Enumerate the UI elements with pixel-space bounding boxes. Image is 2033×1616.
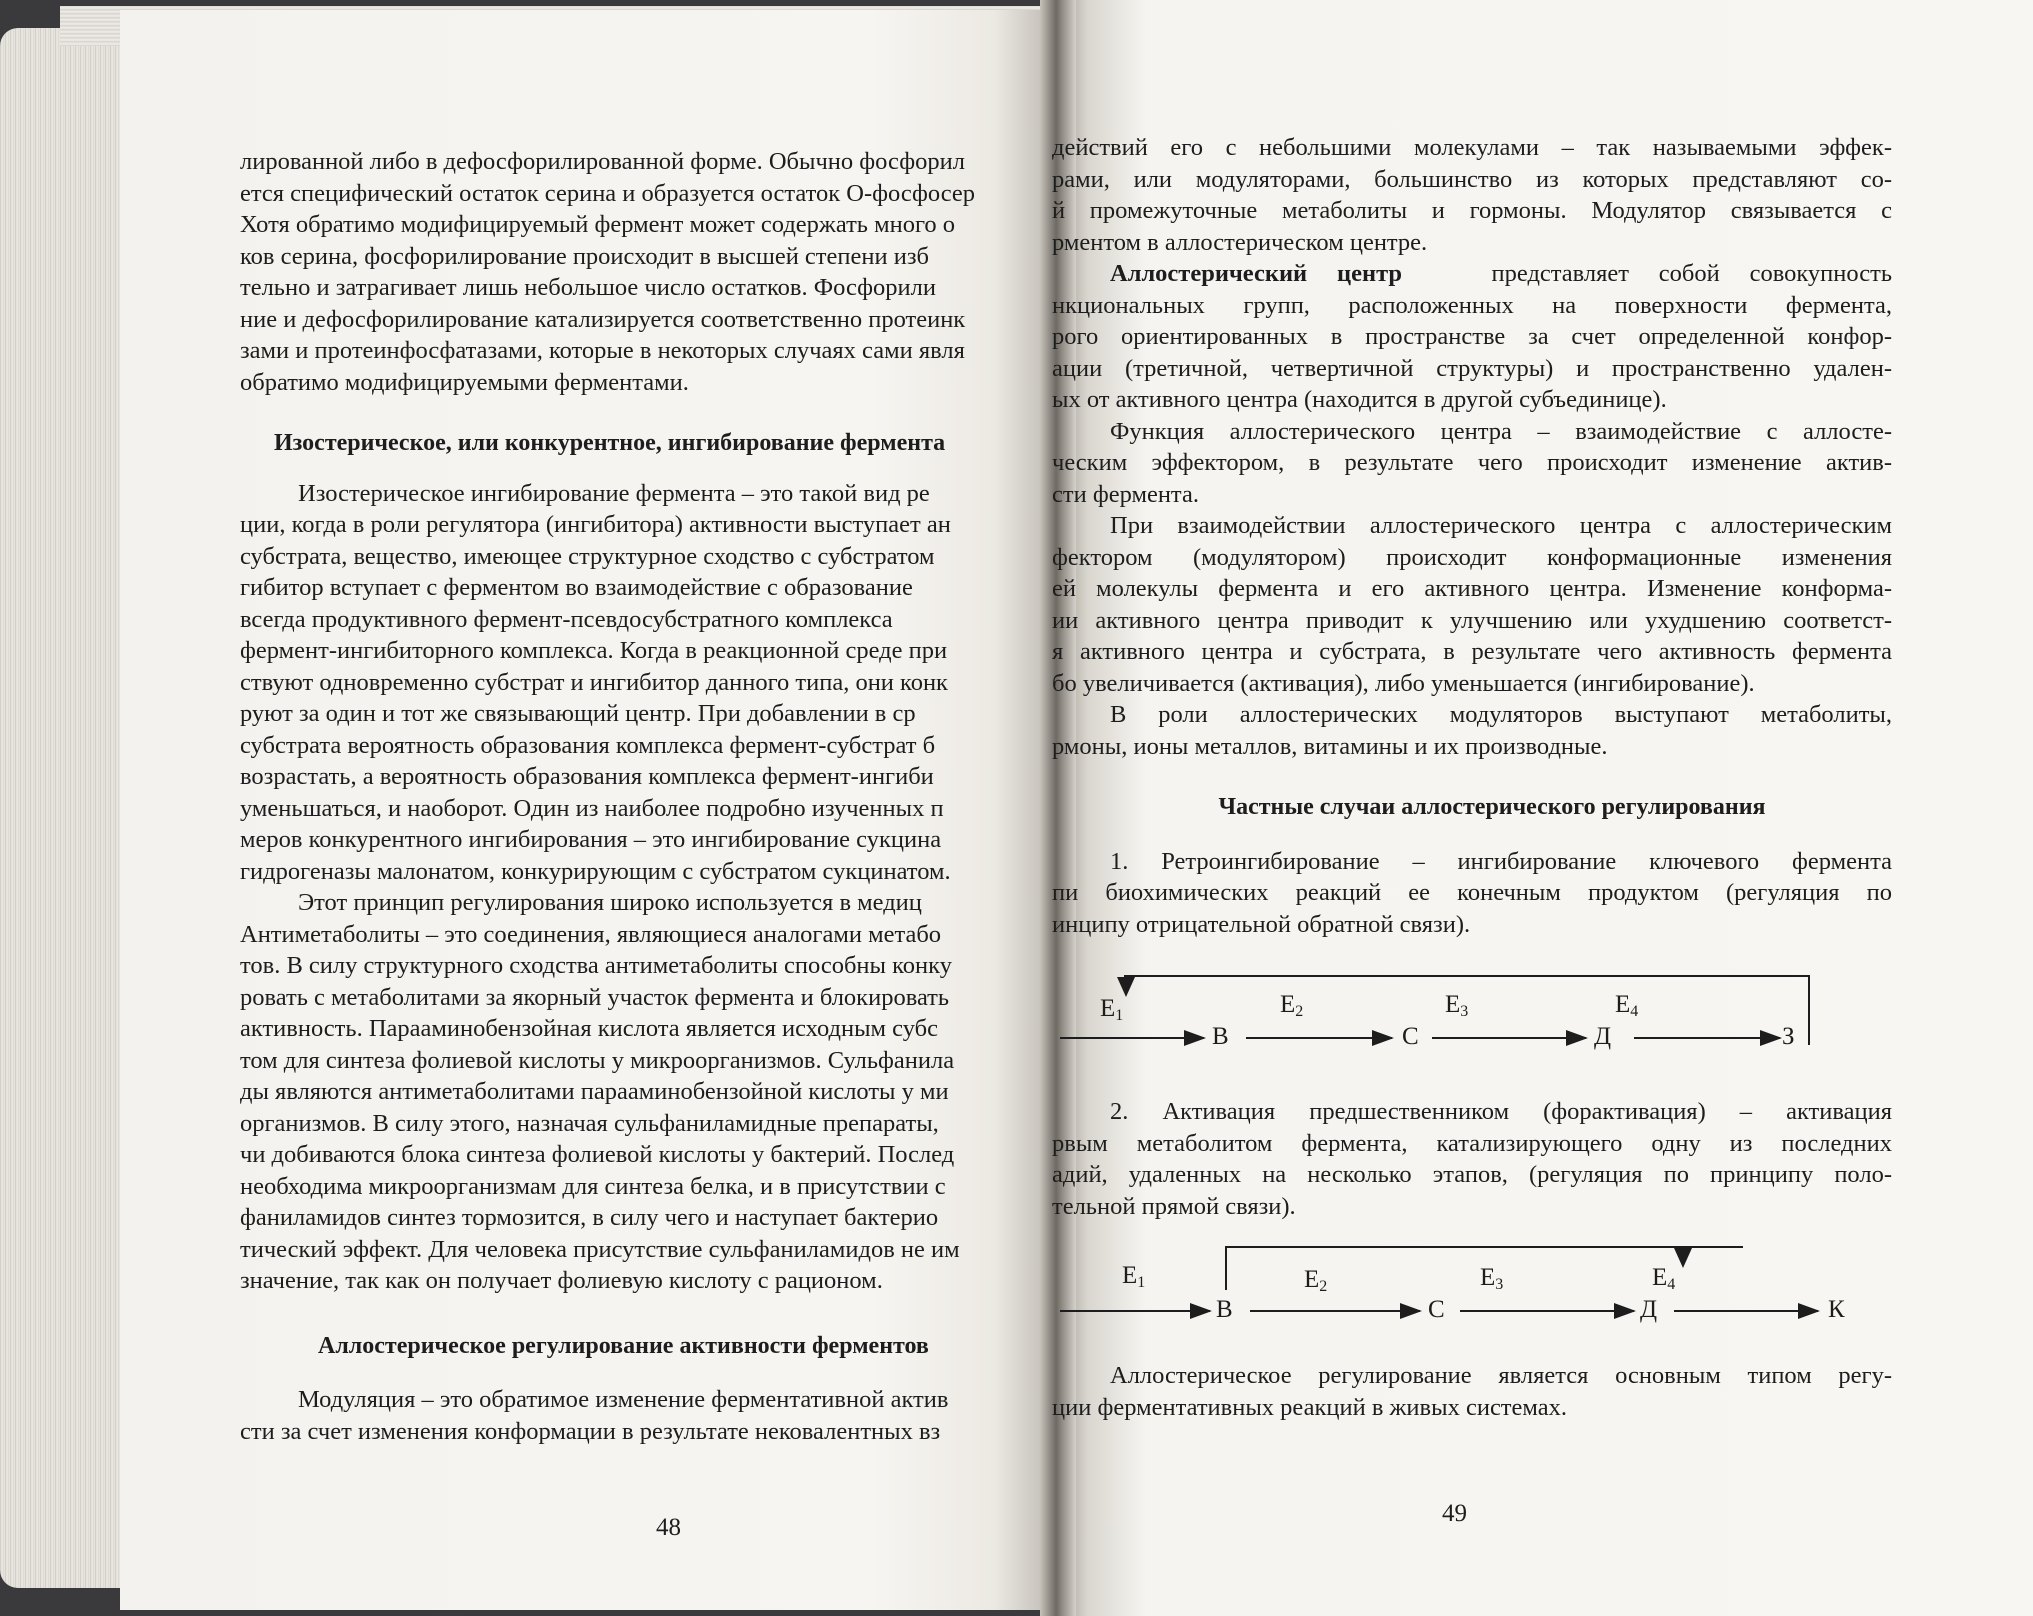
text-line: гибитор вступает с ферментом во взаимодействие с образование <box>240 574 913 601</box>
text-line: Этот принцип регулирования широко используется в медиц <box>298 889 922 916</box>
page-number-right: 49 <box>1442 1500 1467 1527</box>
left-para-3 <box>240 887 1048 1297</box>
text-line: чи добиваются блока синтеза фолиевой кислоты у бактерий. Послед <box>240 1141 955 1168</box>
text-line: адий, удаленных на несколько этапов, (регуляция по принципу поло- <box>1052 1161 1892 1188</box>
left-para-4 <box>240 1384 1048 1447</box>
text-line: ых от активного центра (находится в другой субъединице). <box>1052 386 1667 413</box>
text-line: том для синтеза фолиевой кислоты у микроорганизмов. Сульфанила <box>240 1046 955 1074</box>
diagram-retroinhibition <box>1060 975 1795 1065</box>
text-line: ей молекулы фермента и его активного центра. Изменение конформа- <box>1052 575 1892 602</box>
text-line: бо увеличивается (активация), либо уменьшается (ингибирование). <box>1052 669 1755 697</box>
metabolite-c: С <box>1428 1296 1445 1323</box>
section-heading-special-cases: Частные случаи аллостерического регулирования <box>1218 794 1766 820</box>
text-line: субстрата, вещество, имеющее структурное сходство с субстратом <box>240 542 935 570</box>
text-line: ние и дефосфорилирование катализируется соответственно протеинк <box>240 305 966 333</box>
text-line: рами, или модуляторами, большинство из которых представляют со- <box>1052 165 1892 193</box>
text-line: гидрогеназы малонатом, конкурирующим с субстратом сукцинатом. <box>240 857 951 885</box>
text-line: нкциональных групп, расположенных на поверхности фермента, <box>1052 291 1892 319</box>
text-line: ствуют одновременно субстрат и ингибитор данного типа, они конк <box>240 668 948 696</box>
text-line: меров конкурентного ингибирования – это ингибирование сукцина <box>240 826 942 853</box>
text-line: Функция аллостерического центра – взаимодействие с аллосте- <box>1110 417 1892 445</box>
enzyme-label-e3: $E_3$ <box>1480 1264 1504 1293</box>
reaction-arrow <box>1060 1037 1204 1039</box>
metabolite-b: В <box>1212 1023 1229 1050</box>
reaction-arrow <box>1634 1037 1780 1039</box>
right-final-para <box>1052 1360 1892 1423</box>
left-page-text <box>240 146 1048 1447</box>
enzyme-label-e2: $E_2$ <box>1280 991 1304 1020</box>
text-line: я активного центра и субстрата, в результате чего активность фермента <box>1052 638 1892 665</box>
activation-line-left <box>1225 1246 1227 1290</box>
enzyme-label-e3: $E_3$ <box>1445 991 1469 1020</box>
text-line: обратимо модифицируемыми ферментами. <box>240 368 689 396</box>
text-line: рментом в аллостерическом центре. <box>1052 228 1428 256</box>
enzyme-label-e1: $E_1$ <box>1100 995 1124 1024</box>
text-line: й промежуточные метаболиты и гормоны. Модулятор связывается с <box>1052 197 1892 224</box>
book-page-edges <box>0 28 130 1588</box>
text-line: Аллостерическое регулирование является основным типом регу- <box>1110 1362 1892 1389</box>
text-line: пи биохимических реакций ее конечным продуктом (регуляция по <box>1052 879 1892 906</box>
right-para-3 <box>1052 416 1892 511</box>
text-line: уменьшаться, и наоборот. Один из наиболее подробно изученных п <box>240 794 944 822</box>
text-line: фектором (модулятором) происходит конформационные изменения <box>1052 543 1892 571</box>
text-line: лированной либо в дефосфорилированной форме. Обычно фосфорил <box>240 148 965 175</box>
text-line <box>1052 258 1892 290</box>
text-line: тельной прямой связи). <box>1052 1192 1296 1220</box>
text-line: значение, так как он получает фолиевую кислоту с рационом. <box>240 1267 883 1294</box>
text-line: сти фермента. <box>1052 480 1199 508</box>
text-line: фермент-ингибиторного комплекса. Когда в реакционной среде при <box>240 637 948 664</box>
text-line: Антиметаболиты – это соединения, являющиеся аналогами метабо <box>240 920 942 948</box>
reaction-arrow <box>1674 1310 1818 1312</box>
metabolite-d: Д <box>1640 1296 1658 1323</box>
text-line: ческим эффектором, в результате чего происходит изменение актив- <box>1052 449 1892 476</box>
text-line: ции, когда в роли регулятора (ингибитора) активности выступает ан <box>240 511 951 538</box>
text-line: ков серина, фосфорилирование происходит в высшей степени изб <box>240 242 929 270</box>
metabolite-d: Д <box>1594 1023 1612 1050</box>
diagram-feedforward-activation <box>1060 1244 1780 1334</box>
text-line: рмоны, ионы металлов, витамины и их производные. <box>1052 732 1608 760</box>
text-line: ровать с метаболитами за якорный участок фермента и блокировать <box>240 983 950 1011</box>
metabolite-c: С <box>1402 1023 1419 1050</box>
text-line: действий его с небольшими молекулами – так называемыми эффек- <box>1052 134 1892 161</box>
inhibition-marker-icon <box>1117 977 1135 997</box>
text-line: субстрата вероятность образования комплекса фермент-субстрат б <box>240 731 936 759</box>
right-page-text <box>1052 132 1892 940</box>
text-line: фаниламидов синтез тормозится, в силу чего и наступает бактерио <box>240 1204 939 1231</box>
text-line: 2. Активация предшественником (форактивация) – активация <box>1110 1098 1892 1125</box>
section-heading-allosteric: Аллостерическое регулирование активности ферментов <box>318 1332 929 1359</box>
enzyme-label-e4: $E_4$ <box>1615 991 1639 1020</box>
text-line: организмов. В силу этого, назначая сульфаниламидные препараты, <box>240 1109 939 1137</box>
text-line: ется специфический остаток серина и образуется остаток О-фосфосер <box>240 179 976 207</box>
right-para-5 <box>1052 699 1892 762</box>
text-line: ды являются антиметаболитами парааминобензойной кислоты у ми <box>240 1078 949 1105</box>
term-allosteric-center: Аллостерический центр <box>1110 260 1403 287</box>
text-line: тов. В силу структурного сходства антиметаболиты способны конку <box>240 952 952 979</box>
enzyme-label-e1: $E_1$ <box>1122 1262 1146 1291</box>
feedback-line-right <box>1808 975 1810 1045</box>
activation-line-top <box>1225 1246 1743 1248</box>
text-line: ации (третичной, четвертичной структуры) и пространственно удален- <box>1052 354 1892 382</box>
text-line: инципу отрицательной обратной связи). <box>1052 910 1471 938</box>
text-line: возрастать, а вероятность образования комплекса фермент-ингиби <box>240 763 934 790</box>
enzyme-label-e4: $E_4$ <box>1652 1264 1676 1293</box>
page-number-left: 48 <box>656 1514 681 1541</box>
section-heading-isosteric: Изостерическое, или конкурентное, ингибирование фермента <box>274 430 946 456</box>
text-line: В роли аллостерических модуляторов выступают метаболиты, <box>1110 701 1892 728</box>
text-line: 1. Ретроингибирование – ингибирование ключевого фермента <box>1110 847 1892 875</box>
right-para-1 <box>1052 132 1892 258</box>
right-para-4 <box>1052 510 1892 699</box>
right-item-2 <box>1052 1096 1892 1222</box>
reaction-arrow <box>1246 1037 1392 1039</box>
text-line: руют за один и тот же связывающий центр. При добавлении в ср <box>240 700 916 727</box>
right-item-1 <box>1052 846 1892 941</box>
right-para-2 <box>1052 258 1892 416</box>
reaction-arrow <box>1460 1310 1634 1312</box>
text-line: зами и протеинфосфатазами, которые в некоторых случаях сами явля <box>240 337 965 364</box>
text-line: необходима микроорганизмам для синтеза белка, и в присутствии с <box>240 1172 946 1200</box>
left-para-2 <box>240 478 1048 888</box>
reaction-arrow <box>1432 1037 1586 1039</box>
text-line: сти за счет изменения конформации в результате нековалентных вз <box>240 1417 941 1445</box>
text-line: активность. Парааминобензойная кислота является исходным субс <box>240 1015 938 1042</box>
reaction-arrow <box>1250 1310 1420 1312</box>
feedback-line-top <box>1124 975 1810 977</box>
text-line: Модуляция – это обратимое изменение ферментативной актив <box>298 1386 949 1413</box>
text-line: рого ориентированных в пространстве за счет определенной конфор- <box>1052 323 1892 350</box>
text-line: ии активного центра приводит к улучшению или ухудшению соответст- <box>1052 606 1892 634</box>
text-line: тический эффект. Для человека присутствие сульфаниламидов не им <box>240 1235 960 1263</box>
activation-marker-icon <box>1674 1248 1692 1268</box>
text-line: рвым метаболитом фермента, катализирующего одну из последних <box>1052 1129 1892 1157</box>
text-line: всегда продуктивного фермент-псевдосубстратного комплекса <box>240 605 893 633</box>
metabolite-k: К <box>1828 1296 1845 1323</box>
text-fragment: представляет собой совокупность <box>1491 260 1892 287</box>
text-line: тельно и затрагивает лишь небольшое число остатков. Фосфорили <box>240 274 936 301</box>
left-para-1 <box>240 146 1048 398</box>
text-line: Хотя обратимо модифицируемый фермент может содержать много о <box>240 211 956 238</box>
metabolite-z: З <box>1782 1023 1795 1050</box>
metabolite-b: В <box>1216 1296 1233 1323</box>
text-line: Изостерическое ингибирование фермента – это такой вид ре <box>298 479 930 507</box>
text-line: ции ферментативных реакций в живых системах. <box>1052 1393 1567 1421</box>
enzyme-label-e2: $E_2$ <box>1304 1266 1328 1295</box>
text-line: При взаимодействии аллостерического центра с аллостерическим <box>1110 512 1892 539</box>
reaction-arrow <box>1060 1310 1210 1312</box>
